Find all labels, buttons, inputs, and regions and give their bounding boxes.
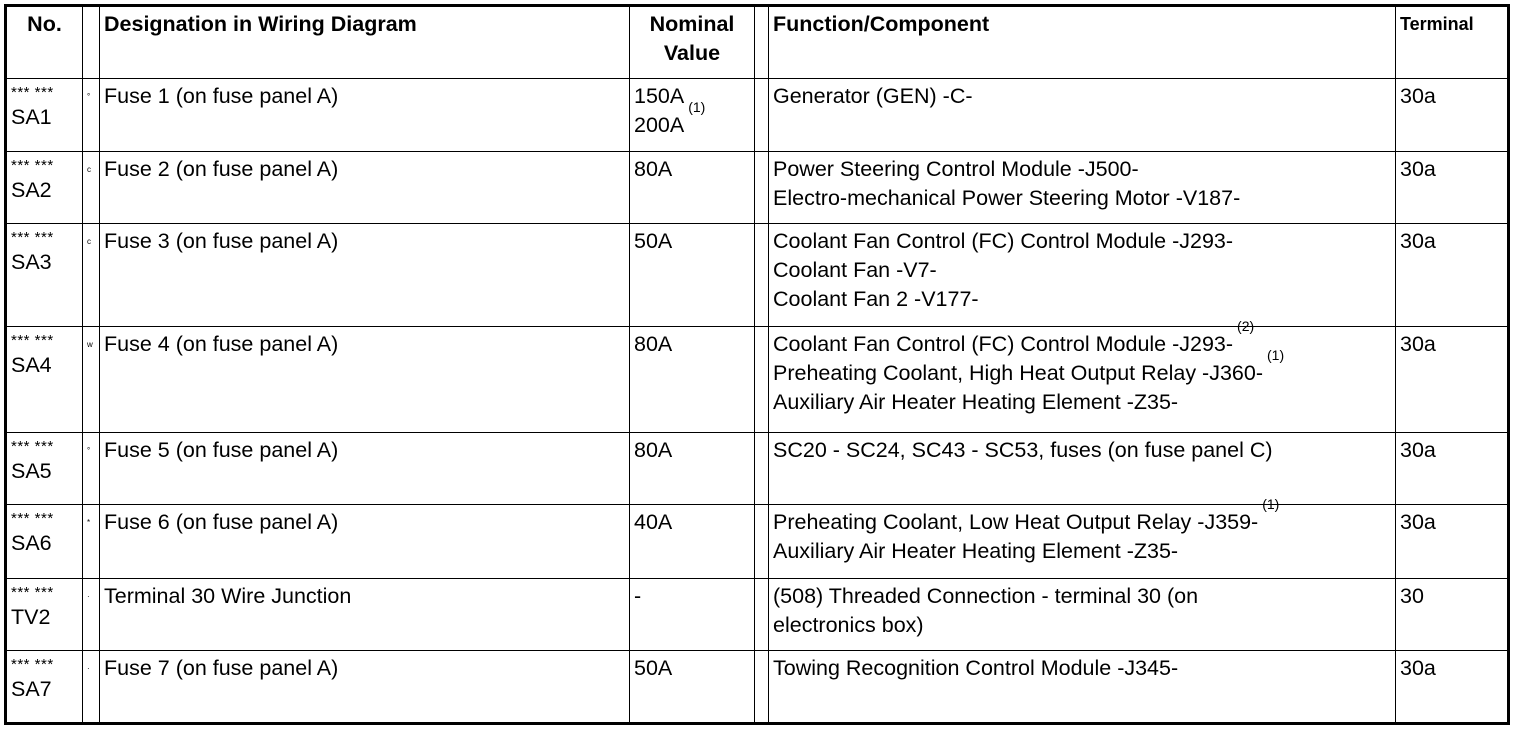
row-terminal: 30a (1396, 79, 1509, 152)
row-stars: *** *** (11, 157, 54, 175)
row-number-cell (6, 578, 83, 650)
nominal-value-line (634, 436, 750, 465)
row-number-cell (6, 79, 83, 152)
row-stars: *** *** (11, 583, 54, 601)
row-function-cell (769, 318, 1396, 432)
row-stars: *** *** (11, 509, 54, 527)
header-terminal: Terminal (1396, 6, 1509, 79)
function-line (773, 537, 1391, 566)
row-number-cell (6, 224, 83, 327)
row-function-cell (769, 432, 1396, 504)
row-function-cell (769, 578, 1396, 650)
function-text: Generator (GEN) -C- (773, 84, 973, 108)
row-stars: *** *** (11, 437, 54, 455)
function-line (773, 227, 1391, 256)
row-marker: * (83, 504, 100, 578)
table-row (6, 79, 1509, 152)
row-spacer (755, 504, 769, 578)
function-text: Coolant Fan Control (FC) Control Module -J293- (773, 332, 1234, 357)
row-number-cell (6, 152, 83, 224)
nominal-value: 50A (634, 229, 673, 254)
function-text: Coolant Fan -V7- (773, 258, 937, 283)
nominal-value: 80A (634, 437, 673, 462)
row-nominal-value-cell (630, 650, 755, 723)
row-nominal-value-cell (630, 224, 755, 327)
row-number-cell (6, 432, 83, 504)
function-line (773, 582, 1391, 611)
row-stars: *** *** (11, 229, 54, 247)
row-code: SA7 (11, 676, 52, 701)
function-text: Auxiliary Air Heater Heating Element -Z35- (773, 538, 1179, 563)
footnote-ref: (2) (1237, 318, 1255, 335)
function-line (773, 256, 1391, 285)
row-terminal: 30a (1396, 152, 1509, 224)
function-line (773, 388, 1391, 417)
row-terminal: 30a (1396, 650, 1509, 723)
function-text: Coolant Fan Control (FC) Control Module -J293- (773, 229, 1234, 254)
row-spacer (755, 327, 769, 432)
row-marker: c (83, 152, 100, 224)
function-text: SC20 - SC24, SC43 - SC53, fuses (on fuse panel C) (773, 437, 1273, 462)
function-line (773, 155, 1391, 184)
row-code: SA6 (11, 530, 52, 555)
function-line (773, 611, 1391, 640)
row-stars: *** *** (11, 332, 54, 350)
row-marker: · (83, 650, 100, 723)
nominal-value-line (634, 227, 750, 256)
nominal-value: 150A (634, 84, 685, 108)
row-marker: w (83, 327, 100, 432)
row-marker: ° (83, 432, 100, 504)
function-line (773, 285, 1391, 314)
table-row (6, 327, 1509, 432)
row-number-cell (6, 504, 83, 578)
row-stars: *** *** (11, 655, 54, 673)
table-row (6, 504, 1509, 578)
row-spacer (755, 650, 769, 723)
row-code: TV2 (11, 604, 51, 629)
row-designation: Fuse 4 (on fuse panel A) (100, 327, 630, 432)
row-code: SA2 (11, 178, 52, 203)
table-row (6, 152, 1509, 224)
row-spacer (755, 224, 769, 327)
function-line (773, 184, 1391, 213)
nominal-value: 40A (634, 509, 673, 534)
row-nominal-value-cell (630, 504, 755, 578)
header-designation: Designation in Wiring Diagram (100, 6, 630, 79)
header-no: No. (6, 6, 83, 79)
row-designation: Terminal 30 Wire Junction (100, 578, 630, 650)
function-text: Auxiliary Air Heater Heating Element -Z35- (773, 390, 1179, 415)
row-nominal-value-cell (630, 432, 755, 504)
function-line (773, 318, 1391, 359)
row-designation: Fuse 3 (on fuse panel A) (100, 224, 630, 327)
row-marker: c (83, 224, 100, 327)
row-code: SA3 (11, 250, 52, 275)
row-terminal: 30a (1396, 224, 1509, 327)
row-marker: ° (83, 79, 100, 152)
function-line (773, 654, 1391, 683)
row-terminal: 30a (1396, 432, 1509, 504)
row-designation: Fuse 2 (on fuse panel A) (100, 152, 630, 224)
nominal-value-line (634, 654, 750, 683)
nominal-value-line (634, 155, 750, 184)
row-function-cell (769, 495, 1396, 578)
row-code: SA5 (11, 458, 52, 483)
row-terminal: 30a (1396, 504, 1509, 578)
nominal-value-line (634, 508, 750, 537)
row-spacer (755, 152, 769, 224)
header-spacer (83, 6, 100, 79)
header-nominal-value: Nominal Value (630, 6, 755, 79)
row-function-cell (769, 224, 1396, 327)
row-spacer (755, 79, 769, 152)
row-number-cell (6, 327, 83, 432)
table-body (6, 79, 1509, 724)
table-row (6, 432, 1509, 504)
function-text: Preheating Coolant, Low Heat Output Relay -J359- (773, 509, 1259, 534)
function-text: Towing Recognition Control Module -J345- (773, 655, 1179, 680)
table-header-row (6, 6, 1509, 79)
footnote-ref: (1) (1267, 347, 1285, 364)
row-designation: Fuse 5 (on fuse panel A) (100, 432, 630, 504)
row-nominal-value-cell (630, 79, 755, 152)
nominal-value: 80A (634, 332, 673, 357)
function-text: Electro-mechanical Power Steering Motor -V187- (773, 186, 1241, 211)
fuse-assignment-table (4, 4, 1510, 725)
row-designation: Fuse 6 (on fuse panel A) (100, 504, 630, 578)
function-text: Power Steering Control Module -J500- (773, 157, 1139, 182)
row-code: SA1 (11, 105, 52, 129)
function-text: Preheating Coolant, High Heat Output Relay -J360- (773, 361, 1263, 386)
nominal-value: - (634, 583, 642, 608)
function-line (773, 436, 1391, 465)
row-spacer (755, 578, 769, 650)
table-row (6, 578, 1509, 650)
function-line (773, 82, 1391, 111)
row-function-cell (769, 152, 1396, 224)
table-row (6, 224, 1509, 327)
table-row (6, 650, 1509, 723)
row-nominal-value-cell (630, 327, 755, 432)
header-function: Function/Component (769, 6, 1396, 79)
row-designation: Fuse 1 (on fuse panel A) (100, 79, 630, 152)
row-code: SA4 (11, 353, 52, 378)
function-text: Coolant Fan 2 -V177- (773, 287, 979, 312)
row-stars: *** *** (11, 84, 54, 101)
function-text: (508) Threaded Connection - terminal 30 (on (773, 583, 1199, 608)
row-number-cell (6, 650, 83, 723)
footnote-ref: (1) (688, 99, 706, 115)
row-function-cell (769, 650, 1396, 723)
row-terminal: 30a (1396, 327, 1509, 432)
footnote-ref: (1) (1262, 495, 1280, 512)
function-text: electronics box) (773, 612, 924, 637)
nominal-value-line (634, 99, 750, 140)
row-terminal: 30 (1396, 578, 1509, 650)
nominal-value: 80A (634, 157, 673, 182)
row-designation: Fuse 7 (on fuse panel A) (100, 650, 630, 723)
nominal-value-line (634, 582, 750, 611)
function-line (773, 347, 1391, 388)
nominal-value-line (634, 330, 750, 359)
function-line (773, 495, 1391, 537)
row-nominal-value-cell (630, 152, 755, 224)
header-spacer (755, 6, 769, 79)
nominal-value: 200A (634, 113, 685, 137)
row-marker: · (83, 578, 100, 650)
nominal-value: 50A (634, 655, 673, 680)
row-function-cell (769, 79, 1396, 152)
row-nominal-value-cell (630, 578, 755, 650)
row-spacer (755, 432, 769, 504)
